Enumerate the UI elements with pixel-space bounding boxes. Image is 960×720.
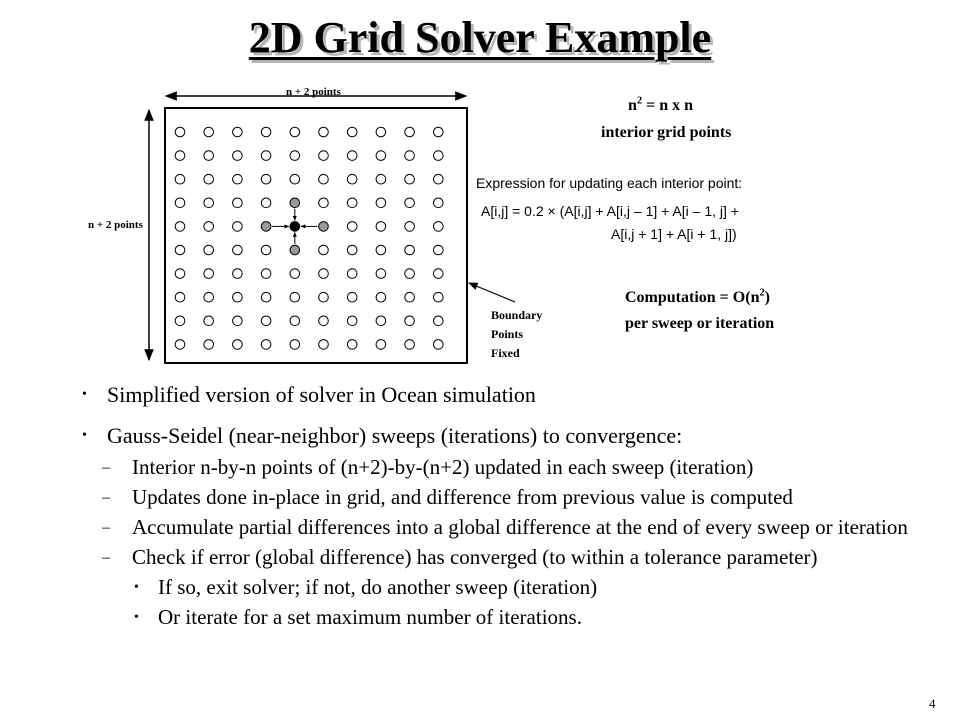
grid-point	[319, 340, 329, 350]
grid-point	[434, 269, 444, 279]
grid-point	[233, 340, 243, 350]
grid-point	[290, 151, 300, 161]
grid-point-neighbor	[290, 198, 300, 208]
grid-point	[319, 292, 329, 302]
grid-point	[261, 269, 271, 279]
grid-point	[261, 151, 271, 161]
grid-point	[175, 127, 185, 137]
grid-point	[319, 316, 329, 326]
expression-line-2: A[i,j + 1] + A[i + 1, j])	[611, 226, 737, 242]
grid-point	[175, 340, 185, 350]
grid-point	[175, 174, 185, 184]
grid-point	[233, 127, 243, 137]
grid-point	[376, 198, 386, 208]
grid-point	[405, 151, 415, 161]
grid-point	[434, 292, 444, 302]
complexity-suffix: )	[764, 289, 770, 306]
grid-point	[233, 174, 243, 184]
bullet-list	[82, 381, 942, 636]
grid-point	[347, 151, 357, 161]
grid-point	[175, 245, 185, 255]
grid-point	[347, 340, 357, 350]
grid-point	[376, 269, 386, 279]
grid-point	[261, 198, 271, 208]
grid-point	[347, 292, 357, 302]
complexity-prefix: Computation = O(n	[625, 289, 760, 306]
grid-point	[175, 222, 185, 232]
grid-point	[319, 198, 329, 208]
sub-bullet-item: – Updates done in-place in grid, and difference from previous value is computed	[94, 486, 942, 509]
grid-point	[376, 222, 386, 232]
grid-point	[319, 245, 329, 255]
grid-point	[434, 316, 444, 326]
grid-point	[347, 316, 357, 326]
grid-point	[261, 245, 271, 255]
grid-point	[233, 269, 243, 279]
grid-point	[319, 151, 329, 161]
grid-point	[376, 151, 386, 161]
grid-point	[434, 340, 444, 350]
grid-point	[376, 292, 386, 302]
grid-point	[376, 316, 386, 326]
grid-point	[233, 222, 243, 232]
grid-point	[233, 245, 243, 255]
grid-point	[405, 222, 415, 232]
grid-point	[233, 316, 243, 326]
grid-point	[204, 245, 214, 255]
grid-point	[233, 198, 243, 208]
grid-point	[290, 292, 300, 302]
computation-per-sweep: per sweep or iteration	[625, 315, 775, 332]
grid-point	[434, 245, 444, 255]
expression-line-1: A[i,j] = 0.2 × (A[i,j] + A[i,j – 1] + A[i – 1, j] +	[481, 203, 739, 219]
boundary-label	[491, 306, 542, 363]
grid-point	[204, 269, 214, 279]
boundary-label-line: Points	[491, 327, 524, 341]
boundary-label-line: Boundary	[491, 308, 543, 322]
grid-point	[347, 174, 357, 184]
grid-point	[405, 269, 415, 279]
grid-point	[204, 151, 214, 161]
sub-sub-bullet-item: • If so, exit solver; if not, do another sweep (iteration)	[134, 576, 942, 599]
grid-point	[261, 316, 271, 326]
top-dimension-label: n + 2 points	[286, 86, 341, 98]
grid-point	[347, 269, 357, 279]
boundary-pointer-arrow	[469, 283, 515, 302]
grid-point	[405, 245, 415, 255]
grid-point	[405, 292, 415, 302]
grid-point	[290, 127, 300, 137]
grid-point	[434, 174, 444, 184]
grid-point	[261, 340, 271, 350]
grid-point	[261, 127, 271, 137]
grid-point	[204, 316, 214, 326]
grid-point	[261, 292, 271, 302]
grid-point	[261, 174, 271, 184]
grid-point	[233, 292, 243, 302]
grid-point	[434, 222, 444, 232]
grid-point	[434, 127, 444, 137]
grid-point	[290, 269, 300, 279]
grid-point	[204, 127, 214, 137]
sub-bullet-item: – Check if error (global difference) has converged (to within a tolerance parameter)	[94, 546, 942, 569]
sub-bullet-item: – Interior n-by-n points of (n+2)-by-(n+2) updated in each sweep (iteration)	[94, 456, 942, 479]
grid-point	[347, 127, 357, 137]
grid-point	[204, 222, 214, 232]
bullet-item: • Gauss-Seidel (near-neighbor) sweeps (iterations) to convergence:	[82, 422, 942, 450]
grid-points	[175, 127, 443, 349]
slide-title: 2D Grid Solver Example	[248, 13, 712, 62]
grid-point	[175, 151, 185, 161]
side-dimension-label: n + 2 points	[88, 219, 143, 231]
grid-point	[204, 340, 214, 350]
grid-point	[405, 198, 415, 208]
grid-point	[376, 340, 386, 350]
grid-point	[175, 269, 185, 279]
grid-point	[347, 198, 357, 208]
expression-title: Expression for updating each interior point:	[476, 175, 743, 191]
grid-point-neighbor	[261, 222, 271, 232]
grid-point	[347, 222, 357, 232]
grid-point	[376, 245, 386, 255]
grid-point	[405, 127, 415, 137]
formula-rest: = n x n	[642, 97, 694, 114]
grid-point	[290, 174, 300, 184]
grid-point	[204, 292, 214, 302]
bullet-item: • Simplified version of solver in Ocean simulation	[82, 381, 942, 409]
grid-point	[434, 151, 444, 161]
formula-exponent: 2	[636, 95, 643, 107]
grid-point	[405, 174, 415, 184]
grid-point	[175, 198, 185, 208]
grid-point	[434, 198, 444, 208]
grid-point	[376, 174, 386, 184]
grid-point	[405, 340, 415, 350]
boundary-label-line: Fixed	[491, 346, 520, 360]
grid-point	[175, 316, 185, 326]
interior-count-formula	[628, 97, 693, 115]
grid-point-neighbor	[319, 222, 329, 232]
formula-base: n	[628, 97, 637, 114]
grid-point	[290, 340, 300, 350]
grid-point	[204, 198, 214, 208]
page-number: 4	[929, 696, 936, 711]
grid-point	[233, 151, 243, 161]
grid-point	[290, 316, 300, 326]
interior-count-label: interior grid points	[601, 124, 732, 141]
grid-point	[405, 316, 415, 326]
grid-point	[319, 174, 329, 184]
grid-point	[204, 174, 214, 184]
sub-bullet-item: – Accumulate partial differences into a global difference at the end of every sweep or iteration	[94, 516, 942, 539]
computation-complexity	[625, 289, 770, 307]
grid-point	[319, 269, 329, 279]
grid-point	[319, 127, 329, 137]
grid-point-neighbor	[290, 245, 300, 255]
grid-point	[376, 127, 386, 137]
grid-point	[347, 245, 357, 255]
sub-sub-bullet-item: • Or iterate for a set maximum number of iterations.	[134, 606, 942, 629]
grid-point-center	[290, 222, 300, 232]
complexity-exponent: 2	[759, 287, 765, 299]
grid-point	[175, 292, 185, 302]
